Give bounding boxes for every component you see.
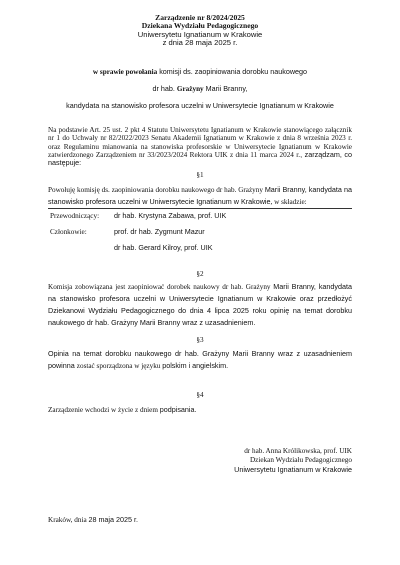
order-number: Zarządzenie nr 8/2024/2025	[155, 13, 245, 22]
signature-block	[234, 447, 352, 474]
signatory-organization: Uniwersytetu Ignatianum w Krakowie	[234, 465, 352, 474]
subject-name-pre: dr hab.	[152, 84, 177, 93]
document-header	[0, 14, 400, 47]
chair-label: Przewodniczący:	[50, 212, 100, 220]
order-date: z dnia 28 maja 2025 r.	[162, 37, 238, 47]
section-1-mark: §1	[196, 171, 204, 179]
section-4-text: Zarządzenie wchodzi w życie z dniem podpisania.	[48, 405, 197, 414]
preamble-decision: , zarządzam, co następuje:	[48, 149, 352, 168]
section-2-text: Komisja zobowiązana jest zaopiniować dorobek naukowy dr hab. Grażyny Marii Branny, kandydata na stanowisko profesora uczelni w Uniwersytecie Ignatianum w Krakowie oraz przedłożyć Dziekanowi Wydziału Pedagogicznego do dnia 4 lipca 2025 roku opinię na temat dorobku naukowego dr hab. Grażyny Marii Branny wraz z uzasadnieniem.	[48, 282, 352, 327]
member-1-name: prof. dr hab. Zygmunt Mazur	[114, 227, 205, 236]
subject-bold: w sprawie powołania	[92, 68, 158, 76]
chair-name: dr hab. Krystyna Zabawa, prof. UIK	[114, 211, 227, 220]
members-label: Członkowie:	[50, 228, 87, 236]
subject-rest: komisji ds. zaopiniowania dorobku naukowego	[157, 67, 308, 76]
section-3-mark: §3	[196, 336, 204, 344]
subject-name-post: Marii Branny,	[203, 84, 248, 93]
issuer: Dziekana Wydziału Pedagogicznego	[141, 21, 259, 31]
preamble	[48, 126, 352, 167]
preamble-legal-basis: Na podstawie Art. 25 ust. 2 pkt 4 Statutu Uniwersytetu Ignatianum w Krakowie stanowiącego załącznik nr 1 do Uchwały nr 82/2022/2023 Senatu Akademii Ignatianum w Krakowie z dnia 8 września 2023 r. oraz Regulaminu mianowania na stanowiska profesorskie w Uniwersytecie Ignatianum w Krakowie zatwierdzonego Zarządzeniem nr 33/2023/2024 Rektora UIK z dnia 11 marca 2024 r.	[48, 126, 352, 159]
member-2-name: dr hab. Gerard Kilroy, prof. UIK	[114, 243, 213, 252]
section-1-text: Powołuję komisję ds. zaopiniowania dorobku naukowego dr hab. Grażyny Marii Branny, kandydata na stanowisko profesora uczelni w Uniwersytecie Ignatianum w Krakowie, w składzie:	[48, 185, 352, 206]
place-and-date: Kraków, dnia 28 maja 2025 r.	[48, 515, 138, 524]
section-2-mark: §2	[196, 270, 204, 278]
section-4-mark: §4	[196, 391, 204, 399]
subject-line-3: kandydata na stanowisko profesora uczelni w Uniwersytecie Ignatianum w Krakowie	[66, 101, 334, 110]
signatory-name: dr hab. Anna Królikowska, prof. UIK	[244, 447, 352, 455]
subject-name-bold: Grażyny	[176, 85, 204, 93]
committee-member-row	[50, 243, 213, 253]
committee-member-row	[50, 227, 205, 237]
committee-top-rule	[48, 208, 352, 209]
signatory-role: Dziekan Wydziału Pedagogicznego	[249, 456, 352, 464]
committee-chair-row	[50, 211, 226, 221]
subject-line-1	[0, 67, 400, 77]
subject-line-2	[0, 84, 400, 94]
university-name: Uniwersytetu Ignatianum w Krakowie	[137, 29, 263, 39]
section-3-text: Opinia na temat dorobku naukowego dr hab. Grażyny Marii Branny wraz z uzasadnieniem powinna zostać sporządzona w języku polskim i angielskim.	[48, 349, 352, 370]
